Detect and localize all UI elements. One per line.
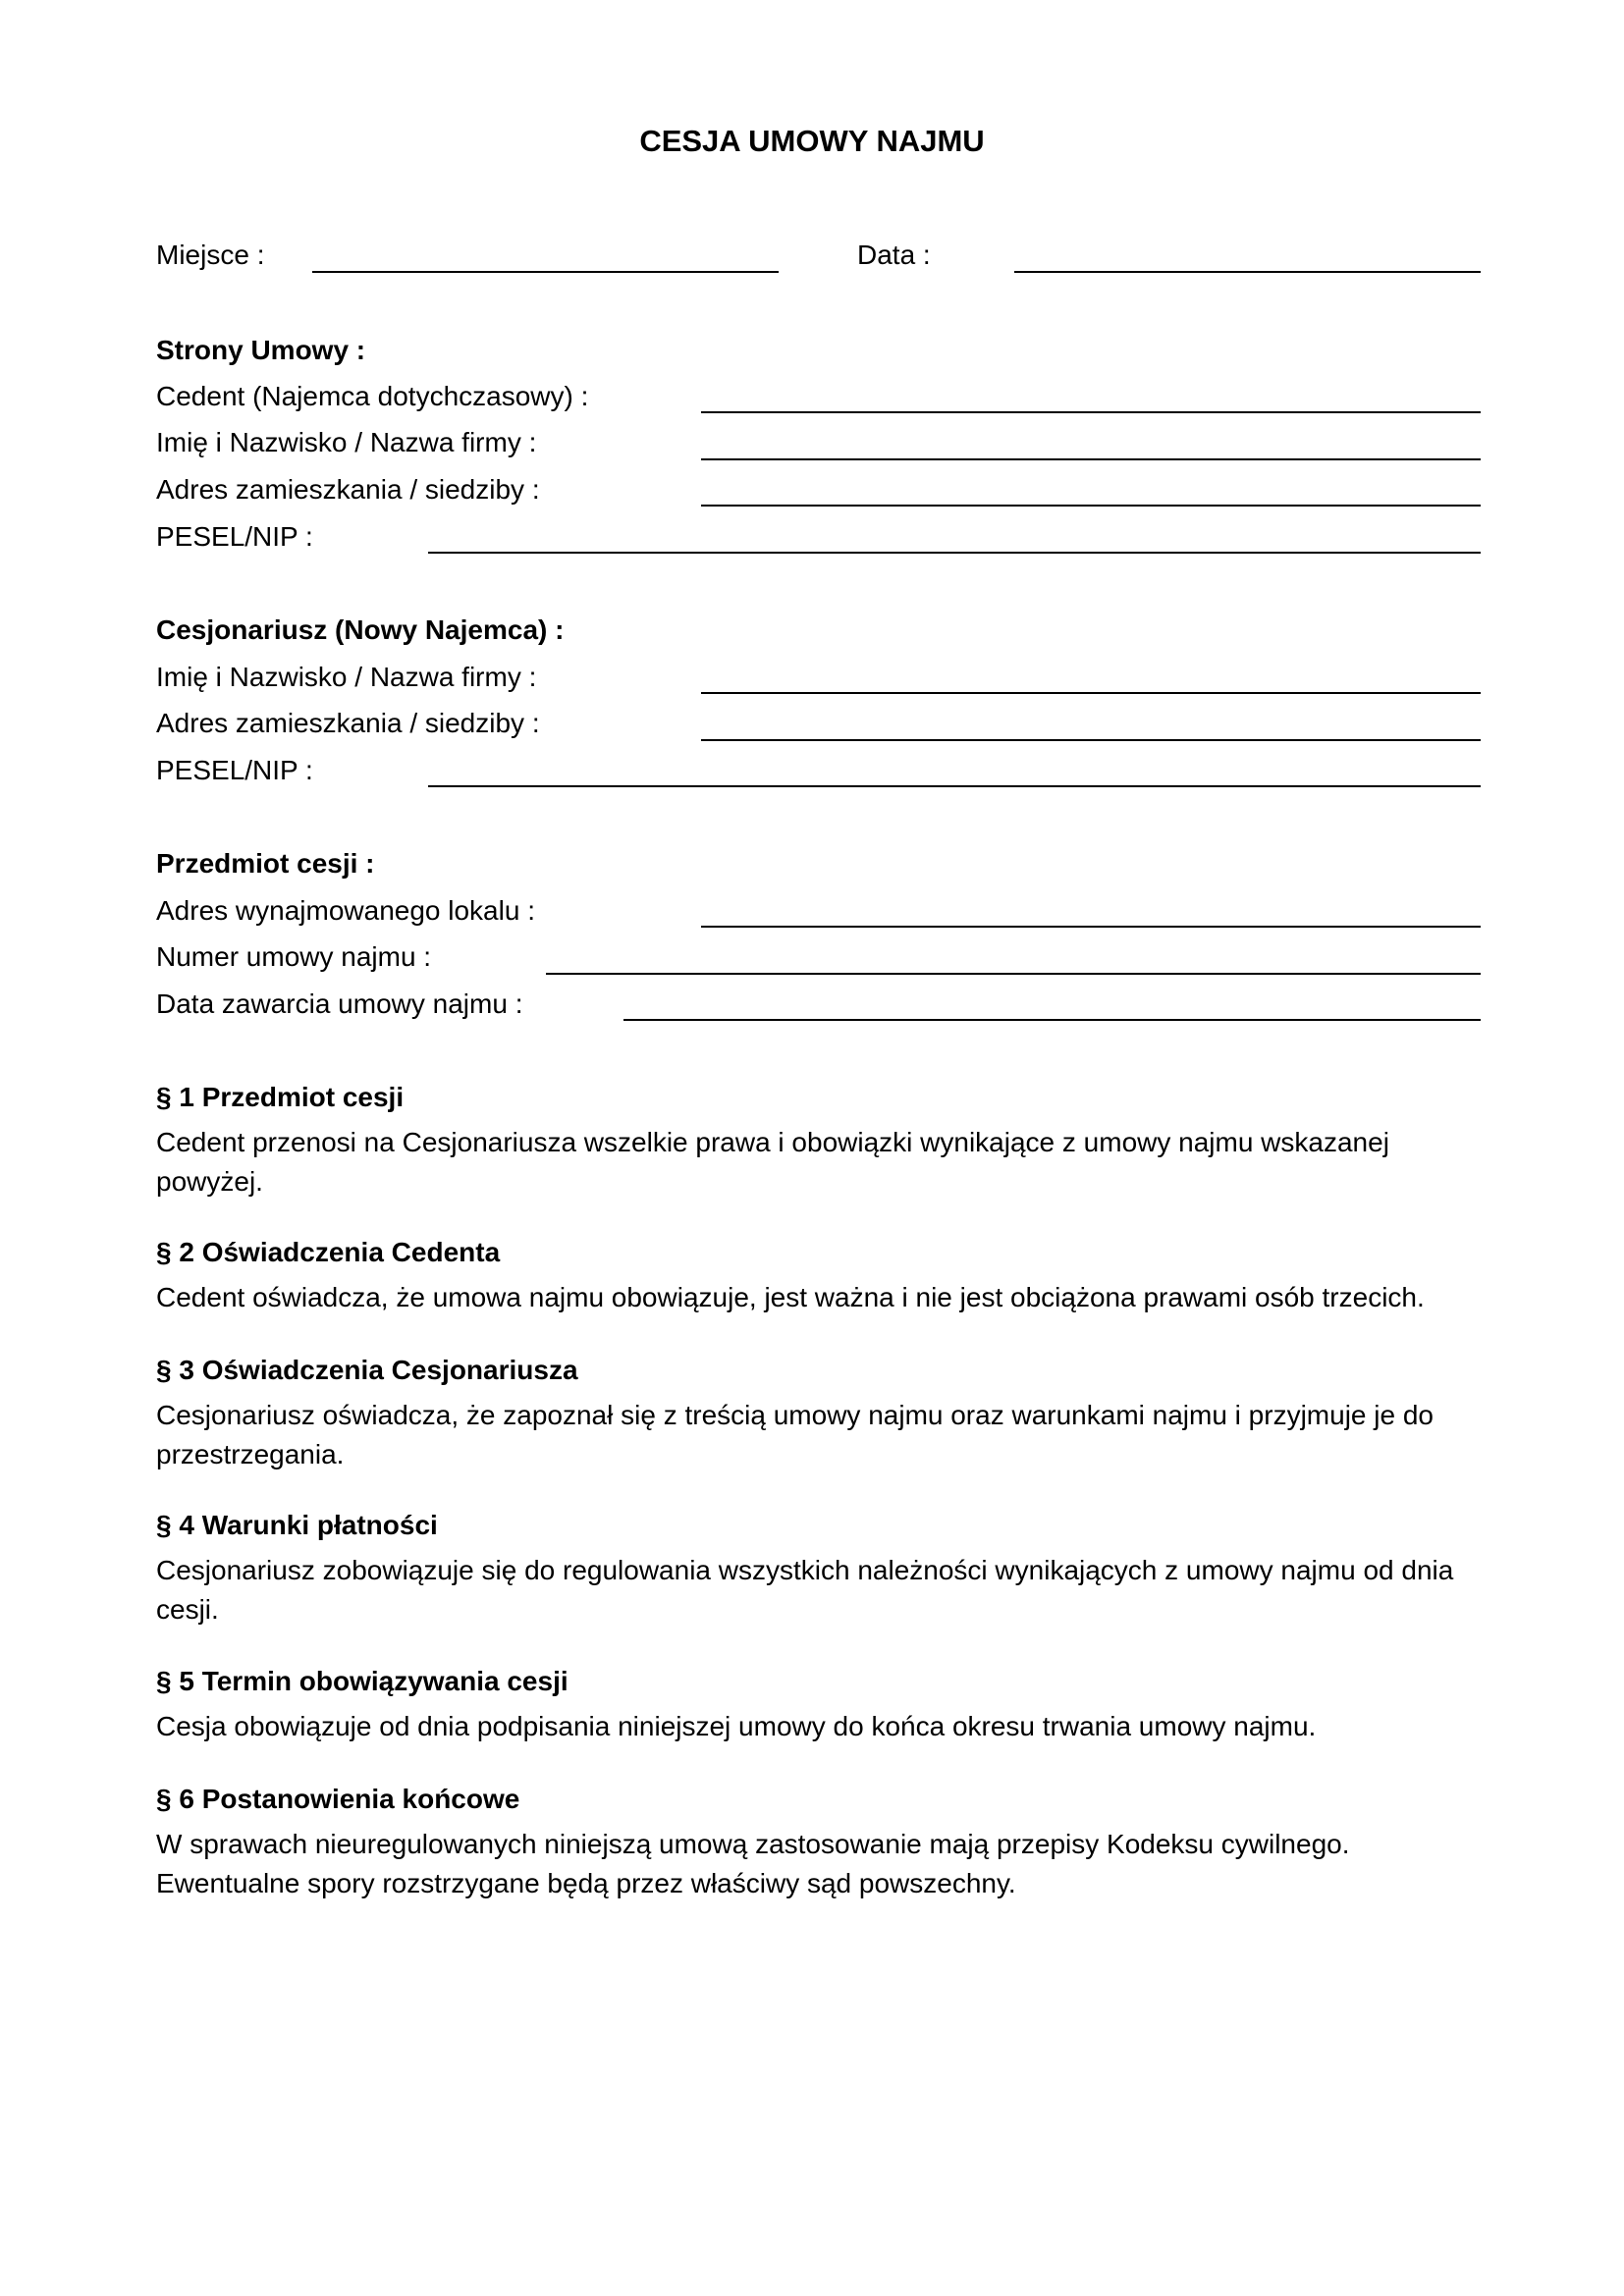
cedent-address-field[interactable] bbox=[701, 505, 1481, 507]
cedent-name-label: Imię i Nazwisko / Nazwa firmy : bbox=[156, 427, 537, 457]
document-title: CESJA UMOWY NAJMU bbox=[639, 124, 985, 158]
section-2-heading: § 2 Oświadczenia Cedenta bbox=[156, 1237, 501, 1267]
section-1-heading: § 1 Przedmiot cesji bbox=[156, 1082, 405, 1112]
section-1-text: Cedent przenosi na Cesjonariusza wszelkie prawa i obowiązki wynikające z umowy najmu wskazanej powyżej. bbox=[156, 1127, 1389, 1197]
parties-heading: Strony Umowy : bbox=[156, 335, 366, 365]
date-label: Data : bbox=[857, 240, 931, 270]
date-field[interactable] bbox=[1014, 271, 1481, 273]
section-2-text: Cedent oświadcza, że umowa najmu obowiązuje, jest ważna i nie jest obciążona prawami osób trzecich. bbox=[156, 1282, 1425, 1312]
contract-number-field[interactable] bbox=[546, 973, 1481, 975]
section-5-text: Cesja obowiązuje od dnia podpisania niniejszej umowy do końca okresu trwania umowy najmu. bbox=[156, 1711, 1317, 1741]
place-label: Miejsce : bbox=[156, 240, 265, 270]
contract-number-label: Numer umowy najmu : bbox=[156, 941, 432, 972]
section-3-text: Cesjonariusz oświadcza, że zapoznał się z treścią umowy najmu oraz warunkami najmu i przyjmuje je do przestrzegania. bbox=[156, 1400, 1434, 1469]
leased-address-label: Adres wynajmowanego lokalu : bbox=[156, 895, 535, 926]
cessionary-name-label: Imię i Nazwisko / Nazwa firmy : bbox=[156, 662, 537, 692]
section-3-heading: § 3 Oświadczenia Cesjonariusza bbox=[156, 1355, 578, 1385]
cessionary-id-label: PESEL/NIP : bbox=[156, 755, 313, 785]
cedent-name-field[interactable] bbox=[701, 458, 1481, 460]
contract-date-field[interactable] bbox=[623, 1019, 1481, 1021]
section-4-heading: § 4 Warunki płatności bbox=[156, 1510, 438, 1540]
leased-address-field[interactable] bbox=[701, 926, 1481, 928]
cedent-field[interactable] bbox=[701, 411, 1481, 413]
section-6-heading: § 6 Postanowienia końcowe bbox=[156, 1784, 520, 1814]
contract-date-label: Data zawarcia umowy najmu : bbox=[156, 988, 523, 1019]
cedent-label: Cedent (Najemca dotychczasowy) : bbox=[156, 381, 589, 411]
place-field[interactable] bbox=[312, 271, 779, 273]
section-6-text: W sprawach nieuregulowanych niniejszą umową zastosowanie mają przepisy Kodeksu cywilnego. Ewentualne spory rozstrzygane będą przez właściwy sąd powszechny. bbox=[156, 1829, 1350, 1898]
cedent-id-label: PESEL/NIP : bbox=[156, 521, 313, 552]
subject-heading: Przedmiot cesji : bbox=[156, 848, 375, 879]
cessionary-address-field[interactable] bbox=[701, 739, 1481, 741]
cessionary-heading: Cesjonariusz (Nowy Najemca) : bbox=[156, 614, 565, 645]
cessionary-name-field[interactable] bbox=[701, 692, 1481, 694]
cedent-id-field[interactable] bbox=[428, 552, 1481, 554]
section-4-text: Cesjonariusz zobowiązuje się do regulowania wszystkich należności wynikających z umowy najmu od dnia cesji. bbox=[156, 1555, 1454, 1625]
cedent-address-label: Adres zamieszkania / siedziby : bbox=[156, 474, 540, 505]
cessionary-address-label: Adres zamieszkania / siedziby : bbox=[156, 708, 540, 738]
section-5-heading: § 5 Termin obowiązywania cesji bbox=[156, 1666, 568, 1696]
cessionary-id-field[interactable] bbox=[428, 785, 1481, 787]
